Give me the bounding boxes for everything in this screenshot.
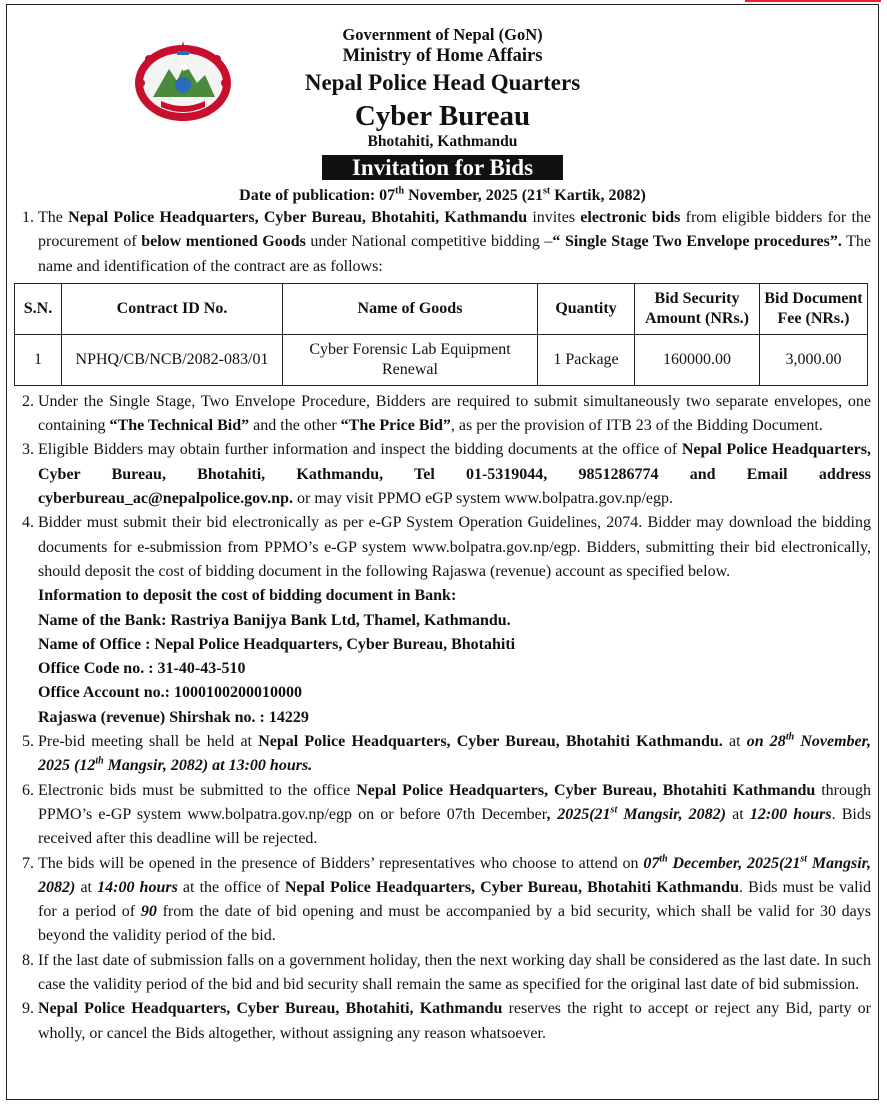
clause-3: 3. Eligible Bidders may obtain further information and inspect the bidding documents at the office of Nepal Police Headquarters, Cyber Bureau, Bhotahiti, Kathmandu, Tel 01-5319044, 9851286774 and Email address cyberbureau_ac@nepalpolice.gov.np. or may visit PPMO eGP system www.bolpatra.gov.np/egp.	[38, 438, 871, 511]
office-account: Office Account no.: 1000100200010000	[38, 684, 302, 702]
clause-8: 8. If the last date of submission falls on a government holiday, then the next working day shall be considered as the last date. In such case the validity period of the bid and bid security shall remain the same as specified for the original last date of bid submission.	[38, 949, 871, 998]
table-cell: 3,000.00	[760, 334, 868, 385]
table-header-row	[15, 283, 868, 334]
bank-info	[38, 584, 871, 730]
revenue-code: Rajaswa (revenue) Shirshak no. : 14229	[38, 708, 309, 726]
publication-date: Date of publication: 07th November, 2025 (21st Kartik, 2082)	[239, 185, 646, 204]
contract-table	[14, 283, 868, 386]
clause-6: 6. Electronic bids must be submitted to the office Nepal Police Headquarters, Cyber Bureau, Bhotahiti Kathmandu through PPMO’s e-GP system www.bolpatra.gov.np/egp on or before 07th December, 2025(21st Mangsir, 2082) at 12:00 hours. Bids received after this deadline will be rejected.	[38, 779, 871, 852]
col-header: S.N.	[15, 283, 62, 334]
gov-name: Government of Nepal (GoN)	[342, 25, 543, 44]
table-cell: NPHQ/CB/NCB/2082-083/01	[62, 334, 283, 385]
col-header: Contract ID No.	[62, 283, 283, 334]
bank-name: Name of the Bank: Rastriya Banijya Bank Ltd, Thamel, Kathmandu.	[38, 611, 511, 629]
table-cell: Cyber Forensic Lab Equipment Renewal	[283, 334, 538, 385]
office-name: Name of Office : Nepal Police Headquarters, Cyber Bureau, Bhotahiti	[38, 635, 516, 653]
bureau-name: Cyber Bureau	[354, 100, 531, 132]
col-header: Bid Document Fee (NRs.)	[760, 283, 868, 334]
col-header: Bid Security Amount (NRs.)	[635, 283, 760, 334]
clause-7: 7. The bids will be opened in the presence of Bidders’ representatives who choose to attend on 07th December, 2025(21st Mangsir, 2082) at 14:00 hours at the office of Nepal Police Headquarters, Cyber Bureau, Bhotahiti Kathmandu. Bids must be valid for a period of 90 from the date of bid opening and must be accompanied by a bid security, which shall be valid for 30 days beyond the validity period of the bid.	[38, 852, 871, 949]
hq-name: Nepal Police Head Quarters	[304, 70, 581, 95]
notice-body	[7, 206, 878, 1046]
clause-4: 4. Bidder must submit their bid electronically as per e-GP System Operation Guidelines, 2074. Bidder may download the bidding documents for e-submission from PPMO’s e-GP system www.bolpatra.gov.np/egp. Bidders, submitting their bid electronically, should deposit the cost of bidding document in the following Rajaswa (revenue) account as specified below. Information to deposit the cost of bidding document in Bank: Name of the Bank: Rastriya Banijya Bank Ltd, Thamel, Kathmandu. Name of Office : Nepal Police Headquarters, Cyber Bureau, Bhotahiti Office Code no. : 31-40-43-510 Office Account no.: 1000100200010000 Rajaswa (revenue) Shirshak no. : 14229	[38, 511, 871, 730]
col-header: Quantity	[538, 283, 635, 334]
col-header: Name of Goods	[283, 283, 538, 334]
table-cell: 1 Package	[538, 334, 635, 385]
clause-2: 2. Under the Single Stage, Two Envelope Procedure, Bidders are required to submit simultaneously two separate envelopes, one containing “The Technical Bid” and the other “The Price Bid”, as per the provision of ITB 23 of the Bidding Document.	[38, 390, 871, 439]
bid-notice	[6, 4, 879, 1100]
clause-9: 9. Nepal Police Headquarters, Cyber Bureau, Bhotahiti, Kathmandu reserves the right to accept or reject any Bid, party or wholly, or cancel the Bids altogether, without assigning any reason whatsoever.	[38, 997, 871, 1046]
location: Bhotahiti, Kathmandu	[367, 133, 518, 150]
table-cell: 1	[15, 334, 62, 385]
clause-list	[14, 206, 871, 1046]
corner-mark	[745, 0, 881, 2]
office-code: Office Code no. : 31-40-43-510	[38, 660, 246, 678]
table-row	[15, 334, 868, 385]
nepal-emblem-icon	[131, 39, 235, 125]
table-cell: 160000.00	[635, 334, 760, 385]
ministry-name: Ministry of Home Affairs	[342, 46, 543, 66]
clause-1: 1. The Nepal Police Headquarters, Cyber Bureau, Bhotahiti, Kathmandu invites electronic bids from eligible bidders for the procurement of below mentioned Goods under National competitive bidding –“ Single Stage Two Envelope procedures”. The name and identification of the contract are as follows: S.N. Contract ID No. Name of Goods Quantity Bid Security Amount (NRs.) Bid Document Fee (NRs.) 1 NPHQ/CB/NCB/2082-083/01 Cyber Forensic Lab Equipment Renewal 1 Package 160000.00 3,000.00	[38, 206, 871, 386]
notice-title: Invitation for Bids	[322, 155, 563, 180]
bank-info-heading: Information to deposit the cost of bidding document in Bank:	[38, 587, 457, 605]
clause-5: 5. Pre-bid meeting shall be held at Nepal Police Headquarters, Cyber Bureau, Bhotahiti Kathmandu. at on 28th November, 2025 (12th Mangsir, 2082) at 13:00 hours.	[38, 730, 871, 779]
